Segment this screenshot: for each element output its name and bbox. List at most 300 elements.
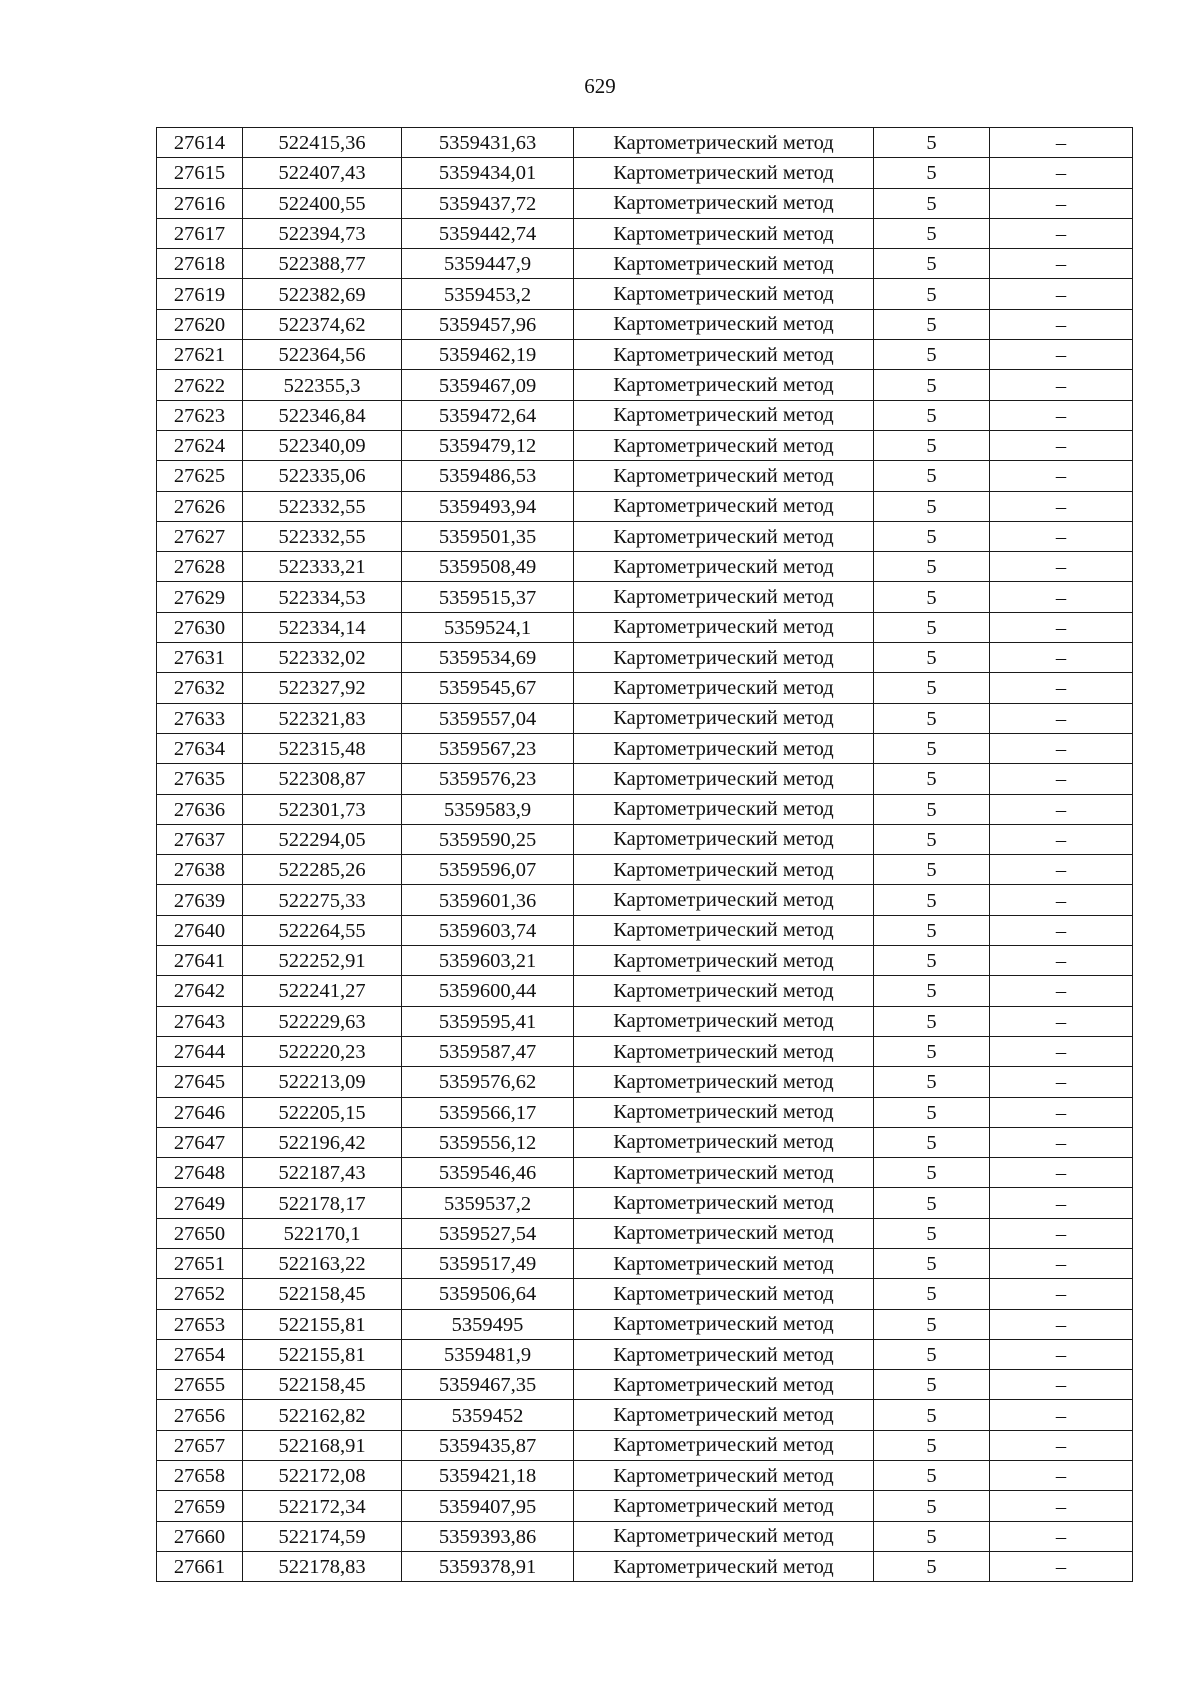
method-cell: Картометрический метод [574, 158, 874, 188]
method-cell: Картометрический метод [574, 582, 874, 612]
description-cell: – [990, 1006, 1133, 1036]
method-cell: Картометрический метод [574, 309, 874, 339]
accuracy-cell: 5 [874, 1339, 990, 1369]
description-cell: – [990, 1400, 1133, 1430]
accuracy-cell: 5 [874, 1461, 990, 1491]
method-cell: Картометрический метод [574, 643, 874, 673]
description-cell: – [990, 370, 1133, 400]
point-number-cell: 27618 [157, 249, 243, 279]
table-row [157, 1036, 1133, 1066]
accuracy-cell: 5 [874, 1127, 990, 1157]
method-cell: Картометрический метод [574, 1127, 874, 1157]
x-coordinate-cell: 522346,84 [243, 400, 402, 430]
accuracy-cell: 5 [874, 188, 990, 218]
description-cell: – [990, 673, 1133, 703]
y-coordinate-cell: 5359442,74 [402, 218, 574, 248]
table-row [157, 885, 1133, 915]
table-row [157, 1097, 1133, 1127]
x-coordinate-cell: 522205,15 [243, 1097, 402, 1127]
method-cell: Картометрический метод [574, 794, 874, 824]
x-coordinate-cell: 522301,73 [243, 794, 402, 824]
y-coordinate-cell: 5359583,9 [402, 794, 574, 824]
x-coordinate-cell: 522355,3 [243, 370, 402, 400]
description-cell: – [990, 1370, 1133, 1400]
point-number-cell: 27635 [157, 764, 243, 794]
table-row [157, 1158, 1133, 1188]
table-row [157, 1309, 1133, 1339]
y-coordinate-cell: 5359566,17 [402, 1097, 574, 1127]
x-coordinate-cell: 522321,83 [243, 703, 402, 733]
accuracy-cell: 5 [874, 309, 990, 339]
method-cell: Картометрический метод [574, 612, 874, 642]
description-cell: – [990, 461, 1133, 491]
accuracy-cell: 5 [874, 1521, 990, 1551]
y-coordinate-cell: 5359437,72 [402, 188, 574, 218]
y-coordinate-cell: 5359600,44 [402, 976, 574, 1006]
x-coordinate-cell: 522315,48 [243, 733, 402, 763]
y-coordinate-cell: 5359596,07 [402, 855, 574, 885]
accuracy-cell: 5 [874, 1309, 990, 1339]
point-number-cell: 27645 [157, 1067, 243, 1097]
point-number-cell: 27619 [157, 279, 243, 309]
point-number-cell: 27632 [157, 673, 243, 703]
y-coordinate-cell: 5359508,49 [402, 552, 574, 582]
y-coordinate-cell: 5359393,86 [402, 1521, 574, 1551]
description-cell: – [990, 1430, 1133, 1460]
accuracy-cell: 5 [874, 340, 990, 370]
y-coordinate-cell: 5359576,62 [402, 1067, 574, 1097]
point-number-cell: 27646 [157, 1097, 243, 1127]
description-cell: – [990, 1521, 1133, 1551]
description-cell: – [990, 1218, 1133, 1248]
x-coordinate-cell: 522241,27 [243, 976, 402, 1006]
y-coordinate-cell: 5359517,49 [402, 1248, 574, 1278]
x-coordinate-cell: 522400,55 [243, 188, 402, 218]
method-cell: Картометрический метод [574, 703, 874, 733]
x-coordinate-cell: 522327,92 [243, 673, 402, 703]
point-number-cell: 27620 [157, 309, 243, 339]
y-coordinate-cell: 5359431,63 [402, 128, 574, 158]
accuracy-cell: 5 [874, 1400, 990, 1430]
description-cell: – [990, 1309, 1133, 1339]
x-coordinate-cell: 522172,08 [243, 1461, 402, 1491]
table-row [157, 218, 1133, 248]
x-coordinate-cell: 522333,21 [243, 552, 402, 582]
x-coordinate-cell: 522168,91 [243, 1430, 402, 1460]
x-coordinate-cell: 522388,77 [243, 249, 402, 279]
description-cell: – [990, 521, 1133, 551]
table-row [157, 764, 1133, 794]
description-cell: – [990, 158, 1133, 188]
x-coordinate-cell: 522332,02 [243, 643, 402, 673]
method-cell: Картометрический метод [574, 279, 874, 309]
accuracy-cell: 5 [874, 521, 990, 551]
point-number-cell: 27651 [157, 1248, 243, 1278]
description-cell: – [990, 733, 1133, 763]
accuracy-cell: 5 [874, 370, 990, 400]
x-coordinate-cell: 522308,87 [243, 764, 402, 794]
accuracy-cell: 5 [874, 1036, 990, 1066]
table-row [157, 1491, 1133, 1521]
point-number-cell: 27657 [157, 1430, 243, 1460]
accuracy-cell: 5 [874, 1188, 990, 1218]
x-coordinate-cell: 522382,69 [243, 279, 402, 309]
method-cell: Картометрический метод [574, 1551, 874, 1581]
x-coordinate-cell: 522163,22 [243, 1248, 402, 1278]
description-cell: – [990, 855, 1133, 885]
x-coordinate-cell: 522229,63 [243, 1006, 402, 1036]
x-coordinate-cell: 522170,1 [243, 1218, 402, 1248]
y-coordinate-cell: 5359537,2 [402, 1188, 574, 1218]
y-coordinate-cell: 5359506,64 [402, 1279, 574, 1309]
accuracy-cell: 5 [874, 612, 990, 642]
y-coordinate-cell: 5359462,19 [402, 340, 574, 370]
method-cell: Картометрический метод [574, 764, 874, 794]
method-cell: Картометрический метод [574, 824, 874, 854]
method-cell: Картометрический метод [574, 1188, 874, 1218]
table-row [157, 1521, 1133, 1551]
point-number-cell: 27637 [157, 824, 243, 854]
y-coordinate-cell: 5359407,95 [402, 1491, 574, 1521]
method-cell: Картометрический метод [574, 340, 874, 370]
accuracy-cell: 5 [874, 794, 990, 824]
method-cell: Картометрический метод [574, 188, 874, 218]
table-row [157, 1279, 1133, 1309]
x-coordinate-cell: 522172,34 [243, 1491, 402, 1521]
x-coordinate-cell: 522162,82 [243, 1400, 402, 1430]
accuracy-cell: 5 [874, 764, 990, 794]
accuracy-cell: 5 [874, 1430, 990, 1460]
x-coordinate-cell: 522285,26 [243, 855, 402, 885]
x-coordinate-cell: 522155,81 [243, 1339, 402, 1369]
description-cell: – [990, 128, 1133, 158]
x-coordinate-cell: 522332,55 [243, 491, 402, 521]
description-cell: – [990, 1067, 1133, 1097]
point-number-cell: 27614 [157, 128, 243, 158]
table-row [157, 279, 1133, 309]
y-coordinate-cell: 5359556,12 [402, 1127, 574, 1157]
description-cell: – [990, 309, 1133, 339]
accuracy-cell: 5 [874, 1097, 990, 1127]
accuracy-cell: 5 [874, 158, 990, 188]
description-cell: – [990, 1188, 1133, 1218]
description-cell: – [990, 643, 1133, 673]
accuracy-cell: 5 [874, 703, 990, 733]
point-number-cell: 27656 [157, 1400, 243, 1430]
x-coordinate-cell: 522187,43 [243, 1158, 402, 1188]
x-coordinate-cell: 522332,55 [243, 521, 402, 551]
accuracy-cell: 5 [874, 1279, 990, 1309]
page-number: 629 [584, 74, 616, 98]
y-coordinate-cell: 5359453,2 [402, 279, 574, 309]
table-row [157, 824, 1133, 854]
x-coordinate-cell: 522334,14 [243, 612, 402, 642]
description-cell: – [990, 340, 1133, 370]
y-coordinate-cell: 5359595,41 [402, 1006, 574, 1036]
description-cell: – [990, 400, 1133, 430]
point-number-cell: 27653 [157, 1309, 243, 1339]
accuracy-cell: 5 [874, 673, 990, 703]
description-cell: – [990, 885, 1133, 915]
accuracy-cell: 5 [874, 249, 990, 279]
x-coordinate-cell: 522364,56 [243, 340, 402, 370]
point-number-cell: 27626 [157, 491, 243, 521]
method-cell: Картометрический метод [574, 1461, 874, 1491]
table-row [157, 521, 1133, 551]
y-coordinate-cell: 5359534,69 [402, 643, 574, 673]
accuracy-cell: 5 [874, 1551, 990, 1581]
y-coordinate-cell: 5359472,64 [402, 400, 574, 430]
description-cell: – [990, 703, 1133, 733]
point-number-cell: 27659 [157, 1491, 243, 1521]
method-cell: Картометрический метод [574, 673, 874, 703]
accuracy-cell: 5 [874, 1006, 990, 1036]
x-coordinate-cell: 522196,42 [243, 1127, 402, 1157]
description-cell: – [990, 1461, 1133, 1491]
description-cell: – [990, 552, 1133, 582]
table-row [157, 1430, 1133, 1460]
method-cell: Картометрический метод [574, 552, 874, 582]
table-row [157, 400, 1133, 430]
table-row [157, 855, 1133, 885]
method-cell: Картометрический метод [574, 1279, 874, 1309]
method-cell: Картометрический метод [574, 1521, 874, 1551]
point-number-cell: 27661 [157, 1551, 243, 1581]
accuracy-cell: 5 [874, 582, 990, 612]
point-number-cell: 27625 [157, 461, 243, 491]
table-row [157, 794, 1133, 824]
table-row [157, 946, 1133, 976]
x-coordinate-cell: 522340,09 [243, 430, 402, 460]
table-row [157, 1461, 1133, 1491]
table-row [157, 1400, 1133, 1430]
table-row [157, 491, 1133, 521]
point-number-cell: 27655 [157, 1370, 243, 1400]
method-cell: Картометрический метод [574, 946, 874, 976]
method-cell: Картометрический метод [574, 915, 874, 945]
table-row [157, 1006, 1133, 1036]
accuracy-cell: 5 [874, 128, 990, 158]
y-coordinate-cell: 5359501,35 [402, 521, 574, 551]
description-cell: – [990, 582, 1133, 612]
point-number-cell: 27643 [157, 1006, 243, 1036]
y-coordinate-cell: 5359447,9 [402, 249, 574, 279]
table-row [157, 1188, 1133, 1218]
point-number-cell: 27640 [157, 915, 243, 945]
table-row [157, 188, 1133, 218]
y-coordinate-cell: 5359434,01 [402, 158, 574, 188]
description-cell: – [990, 824, 1133, 854]
method-cell: Картометрический метод [574, 400, 874, 430]
accuracy-cell: 5 [874, 1158, 990, 1188]
y-coordinate-cell: 5359495 [402, 1309, 574, 1339]
x-coordinate-cell: 522158,45 [243, 1370, 402, 1400]
point-number-cell: 27629 [157, 582, 243, 612]
description-cell: – [990, 1279, 1133, 1309]
point-number-cell: 27623 [157, 400, 243, 430]
table-row [157, 1067, 1133, 1097]
table-row [157, 703, 1133, 733]
accuracy-cell: 5 [874, 855, 990, 885]
coordinates-table-body [157, 128, 1133, 1582]
y-coordinate-cell: 5359567,23 [402, 733, 574, 763]
point-number-cell: 27647 [157, 1127, 243, 1157]
description-cell: – [990, 915, 1133, 945]
description-cell: – [990, 430, 1133, 460]
method-cell: Картометрический метод [574, 1158, 874, 1188]
x-coordinate-cell: 522174,59 [243, 1521, 402, 1551]
description-cell: – [990, 612, 1133, 642]
table-row [157, 552, 1133, 582]
point-number-cell: 27652 [157, 1279, 243, 1309]
point-number-cell: 27636 [157, 794, 243, 824]
y-coordinate-cell: 5359546,46 [402, 1158, 574, 1188]
table-row [157, 430, 1133, 460]
point-number-cell: 27642 [157, 976, 243, 1006]
accuracy-cell: 5 [874, 733, 990, 763]
x-coordinate-cell: 522158,45 [243, 1279, 402, 1309]
accuracy-cell: 5 [874, 491, 990, 521]
description-cell: – [990, 249, 1133, 279]
description-cell: – [990, 188, 1133, 218]
y-coordinate-cell: 5359590,25 [402, 824, 574, 854]
description-cell: – [990, 1491, 1133, 1521]
point-number-cell: 27650 [157, 1218, 243, 1248]
method-cell: Картометрический метод [574, 976, 874, 1006]
point-number-cell: 27617 [157, 218, 243, 248]
point-number-cell: 27624 [157, 430, 243, 460]
method-cell: Картометрический метод [574, 430, 874, 460]
table-row [157, 1339, 1133, 1369]
point-number-cell: 27648 [157, 1158, 243, 1188]
x-coordinate-cell: 522213,09 [243, 1067, 402, 1097]
y-coordinate-cell: 5359515,37 [402, 582, 574, 612]
table-row [157, 1248, 1133, 1278]
accuracy-cell: 5 [874, 1218, 990, 1248]
accuracy-cell: 5 [874, 430, 990, 460]
point-number-cell: 27622 [157, 370, 243, 400]
point-number-cell: 27658 [157, 1461, 243, 1491]
y-coordinate-cell: 5359545,67 [402, 673, 574, 703]
point-number-cell: 27639 [157, 885, 243, 915]
table-row [157, 733, 1133, 763]
point-number-cell: 27638 [157, 855, 243, 885]
description-cell: – [990, 279, 1133, 309]
method-cell: Картометрический метод [574, 1491, 874, 1521]
y-coordinate-cell: 5359467,09 [402, 370, 574, 400]
method-cell: Картометрический метод [574, 461, 874, 491]
description-cell: – [990, 976, 1133, 1006]
description-cell: – [990, 218, 1133, 248]
x-coordinate-cell: 522415,36 [243, 128, 402, 158]
table-row [157, 309, 1133, 339]
point-number-cell: 27630 [157, 612, 243, 642]
y-coordinate-cell: 5359486,53 [402, 461, 574, 491]
method-cell: Картометрический метод [574, 370, 874, 400]
accuracy-cell: 5 [874, 976, 990, 1006]
method-cell: Картометрический метод [574, 521, 874, 551]
y-coordinate-cell: 5359481,9 [402, 1339, 574, 1369]
point-number-cell: 27644 [157, 1036, 243, 1066]
point-number-cell: 27654 [157, 1339, 243, 1369]
x-coordinate-cell: 522220,23 [243, 1036, 402, 1066]
x-coordinate-cell: 522178,83 [243, 1551, 402, 1581]
table-row [157, 673, 1133, 703]
point-number-cell: 27641 [157, 946, 243, 976]
method-cell: Картометрический метод [574, 1218, 874, 1248]
accuracy-cell: 5 [874, 1248, 990, 1278]
point-number-cell: 27621 [157, 340, 243, 370]
description-cell: – [990, 1339, 1133, 1369]
method-cell: Картометрический метод [574, 1067, 874, 1097]
table-row [157, 1551, 1133, 1581]
description-cell: – [990, 764, 1133, 794]
accuracy-cell: 5 [874, 1491, 990, 1521]
method-cell: Картометрический метод [574, 218, 874, 248]
y-coordinate-cell: 5359452 [402, 1400, 574, 1430]
x-coordinate-cell: 522252,91 [243, 946, 402, 976]
x-coordinate-cell: 522155,81 [243, 1309, 402, 1339]
description-cell: – [990, 1036, 1133, 1066]
accuracy-cell: 5 [874, 915, 990, 945]
y-coordinate-cell: 5359421,18 [402, 1461, 574, 1491]
accuracy-cell: 5 [874, 552, 990, 582]
description-cell: – [990, 1158, 1133, 1188]
x-coordinate-cell: 522275,33 [243, 885, 402, 915]
point-number-cell: 27616 [157, 188, 243, 218]
point-number-cell: 27615 [157, 158, 243, 188]
table-row [157, 612, 1133, 642]
y-coordinate-cell: 5359493,94 [402, 491, 574, 521]
y-coordinate-cell: 5359378,91 [402, 1551, 574, 1581]
accuracy-cell: 5 [874, 1067, 990, 1097]
table-row [157, 1370, 1133, 1400]
table-row [157, 461, 1133, 491]
x-coordinate-cell: 522394,73 [243, 218, 402, 248]
point-number-cell: 27627 [157, 521, 243, 551]
point-number-cell: 27649 [157, 1188, 243, 1218]
method-cell: Картометрический метод [574, 1006, 874, 1036]
x-coordinate-cell: 522335,06 [243, 461, 402, 491]
accuracy-cell: 5 [874, 1370, 990, 1400]
coordinates-table [156, 127, 1133, 1582]
description-cell: – [990, 1127, 1133, 1157]
method-cell: Картометрический метод [574, 1036, 874, 1066]
accuracy-cell: 5 [874, 218, 990, 248]
accuracy-cell: 5 [874, 946, 990, 976]
description-cell: – [990, 1551, 1133, 1581]
table-row [157, 582, 1133, 612]
y-coordinate-cell: 5359527,54 [402, 1218, 574, 1248]
method-cell: Картометрический метод [574, 1309, 874, 1339]
y-coordinate-cell: 5359587,47 [402, 1036, 574, 1066]
y-coordinate-cell: 5359603,74 [402, 915, 574, 945]
method-cell: Картометрический метод [574, 733, 874, 763]
table-row [157, 249, 1133, 279]
y-coordinate-cell: 5359603,21 [402, 946, 574, 976]
table-row [157, 1218, 1133, 1248]
description-cell: – [990, 1097, 1133, 1127]
y-coordinate-cell: 5359576,23 [402, 764, 574, 794]
table-row [157, 1127, 1133, 1157]
method-cell: Картометрический метод [574, 1430, 874, 1460]
table-row [157, 915, 1133, 945]
accuracy-cell: 5 [874, 279, 990, 309]
method-cell: Картометрический метод [574, 128, 874, 158]
x-coordinate-cell: 522178,17 [243, 1188, 402, 1218]
accuracy-cell: 5 [874, 400, 990, 430]
point-number-cell: 27634 [157, 733, 243, 763]
